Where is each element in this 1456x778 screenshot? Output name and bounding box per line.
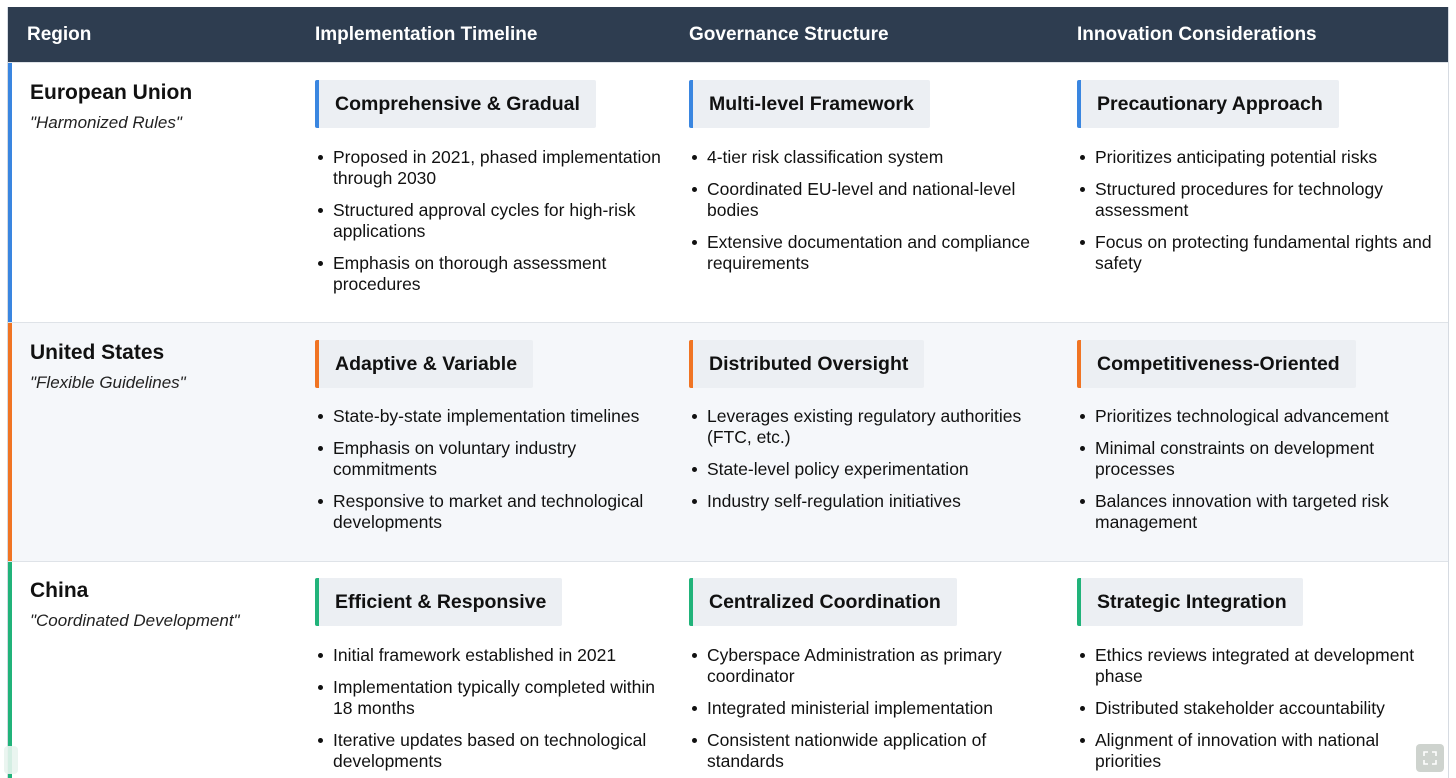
list-item: Minimal constraints on development processes xyxy=(1077,438,1432,480)
list-item: Focus on protecting fundamental rights and safety xyxy=(1077,232,1432,274)
list-item: Extensive documentation and compliance requirements xyxy=(689,232,1054,274)
list-item: Proposed in 2021, phased implementation through 2030 xyxy=(315,147,665,189)
governance-badge: Centralized Coordination xyxy=(689,578,957,626)
innovation-badge: Strategic Integration xyxy=(1077,578,1303,626)
list-item: Ethics reviews integrated at development phase xyxy=(1077,645,1432,687)
row-accent-bar xyxy=(8,63,12,322)
expand-button[interactable] xyxy=(1416,744,1444,772)
timeline-badge: Efficient & Responsive xyxy=(315,578,562,626)
comparison-table xyxy=(7,7,1449,778)
list-item: Coordinated EU-level and national-level bodies xyxy=(689,179,1054,221)
list-item: Emphasis on voluntary industry commitments xyxy=(315,438,665,480)
header-region: Region xyxy=(27,24,92,45)
list-item: Industry self-regulation initiatives xyxy=(689,491,1054,512)
list-item: 4-tier risk classification system xyxy=(689,147,1054,168)
governance-badge: Distributed Oversight xyxy=(689,340,924,388)
list-item: Leverages existing regulatory authorities (FTC, etc.) xyxy=(689,406,1054,448)
list-item: Iterative updates based on technological developments xyxy=(315,730,665,772)
innovation-list xyxy=(1077,147,1432,285)
region-name: China xyxy=(30,579,89,602)
region-tagline: "Flexible Guidelines" xyxy=(30,373,186,392)
list-item: Structured procedures for technology assessment xyxy=(1077,179,1432,221)
table-row-china xyxy=(8,561,1449,778)
list-item: Responsive to market and technological developments xyxy=(315,491,665,533)
list-item: Integrated ministerial implementation xyxy=(689,698,1054,719)
scroll-handle[interactable] xyxy=(4,746,18,774)
list-item: Emphasis on thorough assessment procedures xyxy=(315,253,665,295)
list-item: Alignment of innovation with national priorities xyxy=(1077,730,1432,772)
governance-badge: Multi-level Framework xyxy=(689,80,930,128)
innovation-list xyxy=(1077,645,1432,778)
list-item: Prioritizes anticipating potential risks xyxy=(1077,147,1432,168)
header-governance: Governance Structure xyxy=(689,24,889,45)
list-item: Balances innovation with targeted risk management xyxy=(1077,491,1432,533)
innovation-list xyxy=(1077,406,1432,544)
governance-list xyxy=(689,147,1054,285)
table-row-us xyxy=(8,322,1449,561)
table-header xyxy=(8,7,1449,62)
region-tagline: "Coordinated Development" xyxy=(30,611,240,630)
governance-list xyxy=(689,406,1054,523)
expand-icon xyxy=(1423,751,1437,765)
list-item: State-by-state implementation timelines xyxy=(315,406,665,427)
innovation-badge: Competitiveness-Oriented xyxy=(1077,340,1356,388)
row-accent-bar xyxy=(8,323,12,561)
table-row-eu xyxy=(8,62,1449,322)
timeline-list xyxy=(315,147,665,306)
list-item: Cyberspace Administration as primary coordinator xyxy=(689,645,1054,687)
list-item: Consistent nationwide application of standards xyxy=(689,730,1054,772)
region-name: European Union xyxy=(30,81,193,104)
header-innovation: Innovation Considerations xyxy=(1077,24,1317,45)
region-name: United States xyxy=(30,341,165,364)
governance-list xyxy=(689,645,1054,778)
timeline-badge: Adaptive & Variable xyxy=(315,340,533,388)
innovation-badge: Precautionary Approach xyxy=(1077,80,1339,128)
list-item: Distributed stakeholder accountability xyxy=(1077,698,1432,719)
list-item: State-level policy experimentation xyxy=(689,459,1054,480)
timeline-list xyxy=(315,645,665,778)
timeline-badge: Comprehensive & Gradual xyxy=(315,80,596,128)
header-timeline: Implementation Timeline xyxy=(315,24,538,45)
list-item: Structured approval cycles for high-risk applications xyxy=(315,200,665,242)
region-tagline: "Harmonized Rules" xyxy=(30,113,182,132)
timeline-list xyxy=(315,406,665,544)
list-item: Initial framework established in 2021 xyxy=(315,645,665,666)
list-item: Prioritizes technological advancement xyxy=(1077,406,1432,427)
list-item: Implementation typically completed within 18 months xyxy=(315,677,665,719)
